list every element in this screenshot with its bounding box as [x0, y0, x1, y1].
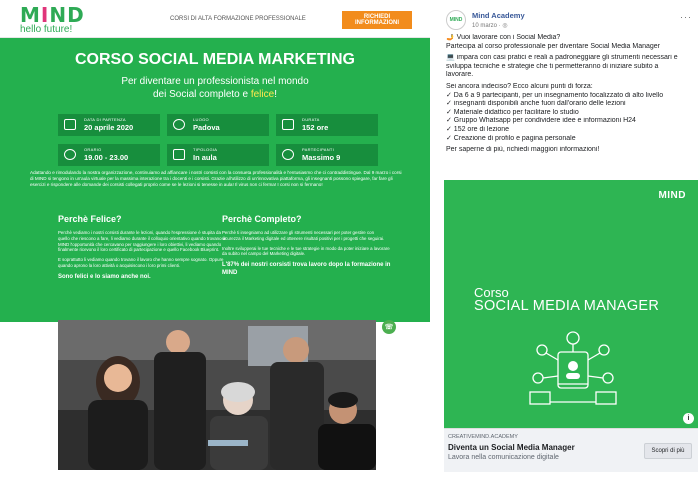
mind-logo[interactable] [20, 3, 85, 35]
info-schedule: ORARIO 19.00 - 23.00 [58, 144, 160, 166]
calendar-icon [64, 119, 76, 130]
post-text-line: 💻 impara con casi pratici e reali a padroneggiare gli strumenti necessari e [446, 54, 678, 62]
hero-section [0, 38, 430, 210]
felice-paragraph-1: Perchè vediamo i nostri corsisti durante le lezioni, quando l'espressione è stupita da quello che riescono a fare, li vediamo durante il colloquio orientativo quando trovano in MIND l'opportunità che cercavano per raggiungere i loro obiettivi, li vediamo quando finalmente ricevono il loro certificato di partecipazione e quello Facebook Blueprint. [58, 230, 227, 253]
post-text-line: ✓ 152 ore di lezione [446, 125, 510, 133]
info-type: TIPOLOGIA In aula [167, 144, 269, 166]
calendar-icon [282, 119, 294, 130]
ad-link-footer[interactable] [444, 428, 698, 472]
request-info-button[interactable]: RICHIEDI INFORMAZIONI [342, 11, 412, 29]
info-participants: PARTECIPANTI Massimo 9 [276, 144, 378, 166]
ad-creative-image[interactable] [444, 180, 698, 428]
felice-paragraph-2: E soprattutto li vediamo quando trovano il lavoro che hanno sempre sognato. Oppure quando aprono la loro attività o acquisiscono i loro primi clienti. [58, 257, 224, 268]
page-name-link[interactable]: Mind Academy [472, 11, 525, 20]
classroom-icon [173, 149, 185, 160]
post-text-line: Sei ancora indeciso? Ecco alcuni punti di forza: [446, 82, 593, 90]
post-text-line: lavorare. [446, 71, 474, 79]
info-location: LUOGO Padova [167, 114, 269, 136]
classroom-photo [58, 320, 376, 470]
post-body-text [446, 34, 696, 155]
ad-domain: CREATIVEMIND.ACADEMY [448, 434, 518, 440]
info-start-date: DATA DI PARTENZA 20 aprile 2020 [58, 114, 160, 136]
course-title: CORSO SOCIAL MEDIA MARKETING [74, 51, 355, 68]
post-timestamp[interactable]: 10 marzo · ◎ [472, 23, 508, 29]
more-options-icon[interactable]: ··· [680, 12, 692, 22]
completo-paragraph-2: Inoltre svilupperai le tue tecniche e le tue strategie in modo da poter iniziare a lavorare da subito nel campo del Marketing digitale. [222, 245, 390, 257]
post-text-line: Partecipa al corso professionale per diventare Social Media Manager [446, 42, 661, 50]
post-text-line: 🤳 Vuoi lavorare con i Social Media? [446, 34, 561, 41]
completo-paragraph-1: Perchè ti insegniamo ad utilizzare gli strumenti necessari per poter gestire con sicurezza il Marketing digitale ed ottenere risultati positivi per i progetti che seguirai. [222, 230, 385, 241]
subtitle-highlight: felice [250, 89, 275, 100]
ad-corso-label: Corso [474, 285, 509, 300]
landing-header [0, 0, 430, 38]
employment-stat: L'87% dei nostri corsisti trova lavoro dopo la formazione in MIND [222, 262, 391, 277]
post-text-line: ✓ Da 6 a 9 partecipanti, per un insegnamento focalizzato di alto livello [446, 91, 664, 99]
logo-wordmark: MIND [20, 3, 85, 27]
people-icon [282, 149, 294, 160]
whatsapp-icon[interactable]: ☏ [382, 320, 396, 334]
post-text-line: ✓ insegnanti disponibili anche fuori dall'orario delle lezioni [446, 100, 626, 108]
reasons-section [0, 210, 430, 322]
felice-closing: Sono felici e lo siamo anche noi. [58, 273, 151, 280]
logo-tagline: hello future! [20, 24, 73, 35]
post-text-line: ✓ Creazione di profilo e pagina personale [446, 134, 576, 142]
post-text-line: sviluppa tecniche e strategie che ti permetteranno di iniziare subito a [446, 62, 659, 70]
clock-icon [64, 149, 76, 160]
post-text-line: Per saperne di più, richiedi maggiori informazioni! [446, 146, 600, 154]
ad-headline: Diventa un Social Media Manager [448, 443, 575, 452]
info-duration: DURATA 152 ore [276, 114, 378, 136]
felice-heading: Perchè Felice? [58, 214, 122, 224]
ad-description: Lavora nella comunicazione digitale [448, 454, 559, 461]
course-subtitle: Per diventare un professionista nel mondo dei Social completo e felice! [121, 76, 309, 100]
post-text-line: ✓ Gruppo Whatsapp per condividere idee e informazioni H24 [446, 117, 636, 125]
learn-more-button[interactable]: Scopri di più [644, 443, 692, 459]
social-media-network-icon [528, 330, 618, 410]
ad-info-icon[interactable]: i [683, 413, 694, 424]
felice-column [58, 214, 228, 285]
location-icon [173, 119, 185, 130]
page-avatar[interactable]: MIND [446, 10, 466, 30]
post-text-line: ✓ Materiale didattico per facilitare lo studio [446, 108, 579, 116]
ad-course-title: SOCIAL MEDIA MANAGER [474, 298, 660, 314]
completo-column [222, 214, 392, 281]
intro-paragraph: Adattando e rimodulando la nostra organizzazione, continuiamo ad affiancare i nostri corsisti con la consueta professionalità e l'entusiasmo che ci contraddistingue. Dal 9 marzo i corsi di MIND si tengono in un'aula virtuale per la massima interazione tra i docenti e i corsisti. Grazie all'utilizzo di un'innovativa piattaforma, gli insegnanti possono spiegare, far fare gli esercizi e rispondere alle domande dei corsisti collegati proprio come se le lezioni si tenesse in aula! Il virus non ci ferma! I corsi non si fermano! [30, 170, 402, 188]
completo-heading: Perchè Completo? [222, 214, 302, 224]
facebook-ad-post [440, 0, 700, 500]
students-photo-illustration [58, 320, 376, 470]
ad-mind-logo: MIND [658, 190, 686, 201]
header-nav-link[interactable]: CORSI DI ALTA FORMAZIONE PROFESSIONALE [170, 16, 306, 22]
